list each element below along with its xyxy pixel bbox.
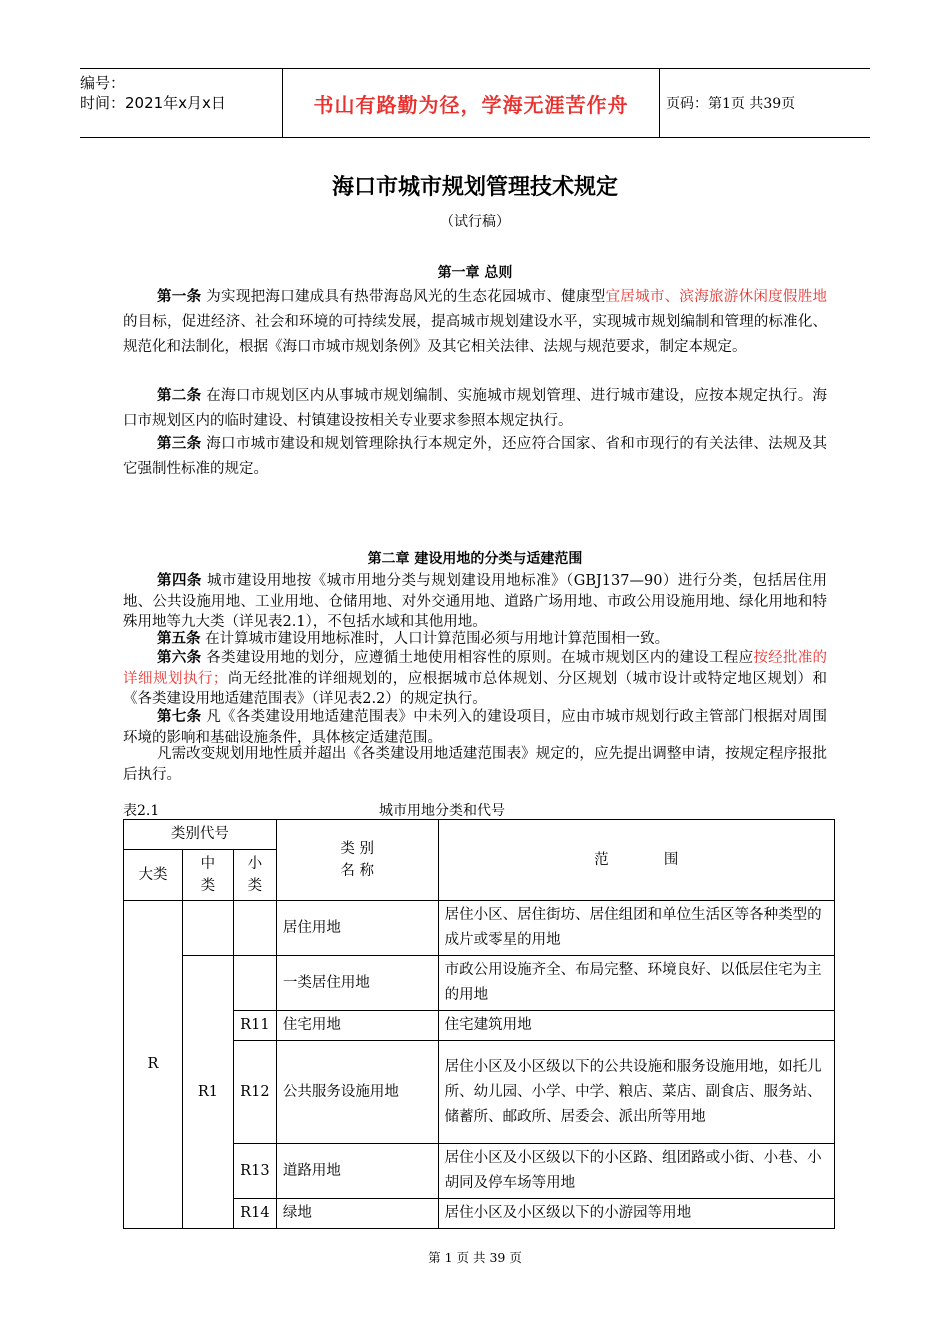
article-6-text-pre: 各类建设用地的划分，应遵循土地使用相容性的原则。在城市规划区内的建设工程应 xyxy=(206,650,754,666)
table-row xyxy=(124,901,835,956)
header-major: 大类 xyxy=(124,850,183,901)
article-5-text: 在计算城市建设用地标准时，人口计算范围必须与用地计算范围相一致。 xyxy=(205,631,670,647)
table-row xyxy=(124,956,835,1011)
article-7-text: 凡《各类建设用地适建范围表》中未列入的建设项目，应由市城市规划行政主管部门根据对周围环境的影响和基础设施条件，具体核定适建范围。 xyxy=(123,709,828,746)
article-6-highlight: 按经批准的详细规划执行； xyxy=(123,650,828,687)
medium-code-cell-empty xyxy=(182,901,233,956)
article-3 xyxy=(123,432,827,482)
table-number: 表2.1 xyxy=(123,803,160,819)
category-name-cell: 一类居住用地 xyxy=(276,956,438,1011)
document-subtitle: （试行稿） xyxy=(440,214,510,230)
category-name-cell: 绿地 xyxy=(276,1199,438,1229)
medium-code-cell: R1 xyxy=(182,956,233,1229)
minor-code-cell: R13 xyxy=(233,1144,276,1199)
major-code-cell: R xyxy=(124,901,183,1229)
scope-cell: 居住小区及小区级以下的小游园等用地 xyxy=(438,1199,834,1229)
article-2-text: 在海口市规划区内从事城市规划编制、实施城市规划管理、进行城市建设，应按本规定执行。海口市规划区内的临时建设、村镇建设按相关专业要求参照本规定执行。 xyxy=(123,388,828,429)
article-4-text: 城市建设用地按《城市用地分类与规划建设用地标准》（GBJ137—90）进行分类，包括居住用地、公共设施用地、工业用地、仓储用地、对外交通用地、道路广场用地、市政公用设施用地、绿化用地和特殊用地等九大类（详见表2.1），不包括水域和其他用地。 xyxy=(123,573,828,630)
scope-cell: 居住小区及小区级以下的公共设施和服务设施用地，如托儿所、幼儿园、小学、中学、粮店、菜店、副食店、服务站、储蓄所、邮政所、居委会、派出所等用地 xyxy=(438,1041,834,1144)
article-5-label: 第五条 xyxy=(157,631,201,647)
chapter-2-heading: 第二章 建设用地的分类与适建范围 xyxy=(367,551,583,567)
scope-cell: 居住小区及小区级以下的小区路、组团路或小街、小巷、小胡同及停车场等用地 xyxy=(438,1144,834,1199)
category-name-cell: 道路用地 xyxy=(276,1144,438,1199)
header-code-group: 类别代号 xyxy=(124,820,277,850)
article-7 xyxy=(123,707,827,748)
table-name: 城市用地分类和代号 xyxy=(379,803,505,819)
article-5 xyxy=(123,629,827,650)
header-page-info: 页码：第1页 共39页 xyxy=(666,96,796,112)
table-caption xyxy=(123,800,827,820)
page-footer: 第 1 页 共 39 页 xyxy=(428,1250,522,1265)
header-medium: 中 类 xyxy=(182,850,233,901)
category-name-cell: 公共服务设施用地 xyxy=(276,1041,438,1144)
article-1 xyxy=(123,285,827,360)
scope-cell: 居住小区、居住街坊、居住组团和单位生活区等各种类型的成片或零星的用地 xyxy=(438,901,834,956)
article-4-label: 第四条 xyxy=(157,573,202,589)
article-7-label: 第七条 xyxy=(157,709,202,725)
article-6 xyxy=(123,648,827,710)
article-1-label: 第一条 xyxy=(157,289,202,305)
minor-code-cell xyxy=(233,956,276,1011)
header-scope: 范 围 xyxy=(438,820,834,901)
article-1-highlight: 宜居城市、滨海旅游休闲度假胜地 xyxy=(605,289,828,305)
document-title: 海口市城市规划管理技术规定 xyxy=(331,175,618,200)
article-4 xyxy=(123,571,827,633)
minor-code-cell xyxy=(233,901,276,956)
article-3-text: 海口市城市建设和规划管理除执行本规定外，还应符合国家、省和市现行的有关法律、法规及其它强制性标准的规定。 xyxy=(123,436,828,477)
article-2 xyxy=(123,384,827,434)
document-time-label: 时间：2021年x月x日 xyxy=(80,94,226,112)
scope-cell: 住宅建筑用地 xyxy=(438,1011,834,1041)
header-minor: 小 类 xyxy=(233,850,276,901)
article-1-text-pre: 为实现把海口建成具有热带海岛风光的生态花园城市、健康型 xyxy=(206,289,606,305)
article-7-extra: 凡需改变规划用地性质并超出《各类建设用地适建范围表》规定的，应先提出调整申请，按规定程序报批后执行。 xyxy=(123,746,827,783)
category-name-cell: 住宅用地 xyxy=(276,1011,438,1041)
land-use-table xyxy=(123,819,835,1229)
article-6-text-post: 尚无经批准的详细规划的，应根据城市总体规划、分区规划（城市设计或特定地区规划）和《各类建设用地适建范围表》（详见表2.2）的规定执行。 xyxy=(123,670,827,707)
article-1-text-post: 的目标，促进经济、社会和环境的可持续发展，提高城市规划建设水平，实现城市规划编制和管理的标准化、规范化和法制化，根据《海口市城市规划条例》及其它相关法律、法规与规范要求，制定本规定。 xyxy=(123,314,827,355)
minor-code-cell: R12 xyxy=(233,1041,276,1144)
page-header xyxy=(80,68,870,138)
article-6-label: 第六条 xyxy=(157,650,202,666)
minor-code-cell: R14 xyxy=(233,1199,276,1229)
header-motto: 书山有路勤为径，学海无涯苦作舟 xyxy=(282,69,660,137)
article-2-label: 第二条 xyxy=(157,388,202,404)
scope-cell: 市政公用设施齐全、布局完整、环境良好、以低层住宅为主的用地 xyxy=(438,956,834,1011)
minor-code-cell: R11 xyxy=(233,1011,276,1041)
article-3-label: 第三条 xyxy=(157,436,202,452)
header-meta xyxy=(80,69,282,137)
category-name-cell: 居住用地 xyxy=(276,901,438,956)
header-category-name: 类 别 名 称 xyxy=(276,820,438,901)
document-number-label: 编号： xyxy=(80,74,126,92)
chapter-1-heading: 第一章 总则 xyxy=(437,265,513,281)
